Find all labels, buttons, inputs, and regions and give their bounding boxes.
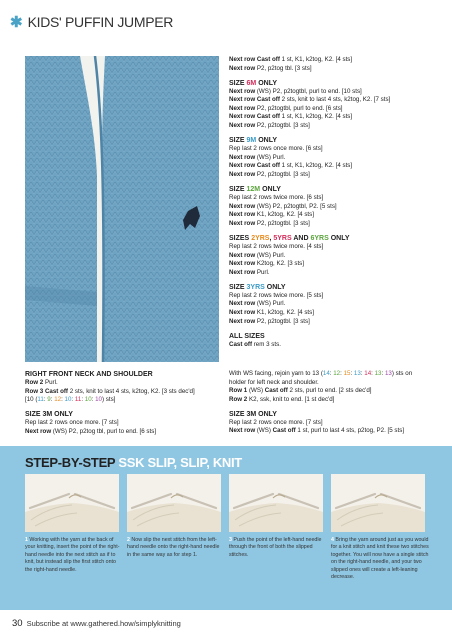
text-run: :	[329, 370, 334, 377]
text-run: Next row	[229, 153, 257, 161]
page-number: 30	[12, 618, 23, 629]
text-run: 6M	[246, 79, 257, 87]
subscribe-link[interactable]: Subscribe at www.gathered.how/simplyknitting	[26, 619, 181, 628]
text-run: Next row Cast off	[229, 56, 282, 63]
instruction-line	[229, 113, 443, 122]
text-run: Next row	[229, 251, 257, 259]
pattern-section	[25, 410, 221, 436]
text-run: P2, p2togtbl, purl to end. [6 sts]	[256, 104, 343, 112]
text-run: Row 3 Cast off	[25, 387, 70, 395]
step-by-step-title	[25, 455, 242, 470]
text-run: Next row	[229, 219, 257, 227]
section-heading	[25, 370, 221, 379]
pattern-section	[229, 234, 443, 277]
step-photo	[127, 474, 221, 532]
text-run: Next row	[229, 202, 257, 210]
instruction-line	[229, 203, 443, 212]
pattern-section	[229, 136, 443, 179]
pattern-section	[229, 410, 443, 436]
text-run: ONLY	[256, 137, 277, 145]
text-run: AND	[291, 234, 311, 242]
text-run: 9M	[246, 137, 257, 145]
section-heading	[229, 185, 443, 194]
section-heading	[229, 283, 443, 292]
text-run: 12	[333, 370, 341, 377]
text-run: :	[371, 370, 375, 377]
right-front-neck-section	[25, 370, 221, 442]
instruction-line	[229, 309, 443, 318]
text-run: SIZE	[229, 137, 247, 145]
text-run: 10	[84, 396, 92, 404]
text-run: ONLY	[260, 186, 281, 194]
text-run: Rep last 2 rows once more. [7 sts]	[229, 418, 323, 426]
text-run: K1, k2tog, K2. [4 sts]	[256, 308, 314, 316]
instruction-line	[25, 388, 221, 397]
text-run: Next row	[229, 64, 257, 72]
section-heading	[25, 410, 221, 419]
text-run: Next row	[229, 211, 257, 219]
text-run: :	[350, 370, 354, 377]
text-run: 2YRS	[251, 234, 270, 242]
instruction-line	[25, 379, 221, 388]
instruction-line	[229, 105, 443, 114]
text-run: Next row	[229, 300, 257, 308]
text-run: ONLY	[328, 234, 350, 242]
instruction-line	[25, 428, 221, 437]
text-run: ) sts]	[102, 396, 116, 404]
text-run: SIZE	[229, 186, 247, 194]
jumper-body	[102, 56, 219, 362]
text-run: Cast off	[272, 427, 298, 435]
instruction-line	[229, 269, 443, 278]
text-run: :	[360, 370, 365, 377]
section-heading	[229, 410, 443, 419]
page-footer	[12, 618, 181, 629]
left-front-neck-section	[229, 370, 443, 442]
text-run: Next row	[229, 104, 257, 112]
instruction-line	[229, 220, 443, 229]
text-run: Rep last 2 rows twice more. [5 sts]	[229, 291, 324, 299]
instruction-line	[229, 145, 443, 154]
pattern-section	[229, 283, 443, 326]
text-run: rem 3 sts.	[253, 340, 281, 348]
instruction-line	[25, 419, 221, 428]
text-run: :	[91, 396, 96, 404]
instruction-line	[25, 396, 221, 405]
instruction-line	[229, 194, 443, 203]
text-run: (WS) P2, p2togtbl, P2. [5 sts]	[256, 202, 337, 210]
text-run: :	[340, 370, 344, 377]
section-heading	[229, 234, 443, 243]
instruction-line	[229, 171, 443, 180]
step-description	[229, 537, 327, 559]
text-run: Next row	[229, 317, 257, 325]
pattern-section	[25, 370, 221, 405]
text-run: Rep last 2 rows once more. [7 sts]	[25, 419, 119, 427]
step-description	[331, 537, 429, 581]
text-run: Next row	[229, 122, 257, 130]
text-run: P2, p2tog tbl. [3 sts]	[256, 64, 312, 72]
instruction-line	[229, 318, 443, 327]
instruction-line	[229, 260, 443, 269]
text-run: :	[81, 396, 85, 404]
instruction-line	[229, 252, 443, 261]
pattern-section	[229, 332, 443, 350]
step-photo	[331, 474, 425, 532]
text-run: With WS facing, rejoin yarn to 13 (	[229, 370, 323, 377]
text-run: Cast off	[229, 340, 254, 348]
step-title-light: SSK SLIP, SLIP, KNIT	[115, 455, 242, 470]
text-run: 2 sts, knit to last 4 sts, k2tog, K2. [3 sts dec'd]	[69, 387, 195, 395]
text-run: P2, p2togtbl. [3 sts]	[256, 317, 310, 325]
text-run: :	[61, 396, 65, 404]
text-run: 13	[384, 370, 392, 377]
text-run: Next row	[229, 170, 257, 178]
text-run: 13	[353, 370, 361, 377]
text-run: :	[50, 396, 55, 404]
step-photo	[229, 474, 323, 532]
text-run: (WS)	[256, 427, 273, 435]
instruction-line	[229, 300, 443, 309]
text-run: 5YRS	[273, 234, 292, 242]
text-run: :	[71, 396, 75, 404]
instruction-line	[229, 379, 443, 388]
text-run: 14	[364, 370, 372, 377]
snowflake-icon: ✱	[10, 13, 23, 31]
text-run: 14	[322, 370, 330, 377]
step-title-dark: STEP-BY-STEP	[25, 455, 116, 470]
text-run: 15	[343, 370, 351, 377]
text-run: 2 sts, knit to last 4 sts, k2tog, K2. [7 sts]	[281, 96, 391, 104]
text-run: Next row	[229, 427, 257, 435]
section-heading	[229, 332, 443, 341]
text-run: 1 st, K1, k2tog, K2. [4 sts]	[281, 56, 353, 63]
text-run: :	[43, 396, 48, 404]
text-run: 6YRS	[310, 234, 329, 242]
text-run: SIZE 3M ONLY	[229, 410, 277, 418]
instruction-line	[229, 211, 443, 220]
step-text: Bring the yarn around just as you would for a knit stitch and knit these two stitches together. You will now have a single stitch on the right-hand needle, and your two slipped ones will create a left-leaning decrease.	[331, 537, 429, 581]
text-run: Purl.	[44, 379, 58, 386]
text-run: [10 (	[25, 396, 38, 404]
pattern-instructions-right	[229, 56, 443, 355]
text-run: K1, k2tog, K2. [4 sts]	[256, 211, 314, 219]
text-run: 9	[47, 396, 51, 404]
instruction-line	[229, 96, 443, 105]
text-run: 3YRS	[246, 283, 265, 291]
text-run: 11	[74, 396, 82, 404]
step-text: Working with the yarn at the back of your knitting, insert the point of the right-hand needle into the next stitch as if to knit, but instead slip the first stitch onto the right-hand needle.	[25, 537, 120, 573]
instruction-line	[229, 154, 443, 163]
text-run: RIGHT FRONT NECK AND SHOULDER	[25, 371, 153, 378]
text-run: 2 sts, purl to end. [2 sts dec'd]	[289, 387, 372, 395]
text-run: Rep last 2 rows once more. [6 sts]	[229, 145, 323, 153]
text-run: ,	[269, 234, 274, 242]
step-description	[25, 537, 123, 574]
text-run: (WS) P2, p2tog tbl, purl to end. [6 sts]	[52, 427, 157, 435]
instruction-line	[229, 56, 443, 65]
instruction-line	[229, 370, 443, 379]
instruction-line	[229, 243, 443, 252]
pattern-section	[229, 185, 443, 228]
instruction-line	[229, 292, 443, 301]
instruction-line	[229, 396, 443, 405]
intro-rows	[229, 56, 443, 73]
pattern-section	[229, 79, 443, 131]
step-number: 2	[127, 537, 132, 543]
step-text: Push the point of the left-hand needle through the front of both the slipped stitches.	[229, 537, 322, 558]
text-run: SIZES	[229, 234, 252, 242]
text-run: :	[381, 370, 385, 377]
text-run: SIZE	[229, 79, 247, 87]
text-run: (WS) Purl.	[256, 153, 286, 161]
text-run: SIZE 3M ONLY	[25, 411, 73, 419]
instruction-line	[229, 419, 443, 428]
text-run: Next row Cast off	[229, 162, 282, 170]
sleeve	[25, 56, 97, 362]
step-text: Now slip the next stitch from the left-hand needle onto the right-hand needle in the same way as for step 1.	[127, 537, 220, 558]
text-run: Cast off	[264, 387, 290, 395]
step-number: 4	[331, 537, 336, 543]
text-run: Next row	[229, 268, 257, 276]
text-run: Row 1	[229, 387, 249, 395]
step-photo	[25, 474, 119, 532]
text-run: 10	[95, 396, 102, 404]
text-run: (WS) Purl.	[256, 251, 286, 259]
instruction-line	[229, 427, 443, 436]
text-run: 1 st, K1, k2tog, K2. [4 sts]	[281, 162, 353, 170]
text-run: ONLY	[256, 79, 277, 87]
text-run: Next row	[25, 427, 53, 435]
instruction-line	[229, 122, 443, 131]
text-run: Next row	[229, 260, 257, 268]
page-header	[10, 12, 173, 32]
instruction-line	[229, 88, 443, 97]
text-run: Row 2	[229, 395, 249, 403]
step-number: 3	[229, 537, 234, 543]
section-heading	[229, 79, 443, 88]
text-run: Next row	[229, 87, 257, 95]
section-heading	[229, 136, 443, 145]
text-run: K2, ssk, knit to end. [1 st dec'd]	[248, 395, 335, 403]
instruction-line	[229, 65, 443, 74]
text-run: Rep last 2 rows twice more. [4 sts]	[229, 242, 324, 250]
instruction-line	[229, 162, 443, 171]
text-run: (WS) P2, p2togtbl, purl to end. [10 sts]	[256, 87, 362, 95]
text-run: P2, p2togtbl. [3 sts]	[256, 170, 310, 178]
text-run: SIZE	[229, 283, 247, 291]
text-run: 12M	[246, 186, 261, 194]
pattern-section	[229, 370, 443, 404]
jumper-photo	[25, 56, 219, 362]
page-title: KIDS' PUFFIN JUMPER	[27, 14, 174, 30]
text-run: Purl.	[256, 268, 270, 276]
text-run: ONLY	[264, 283, 286, 291]
jumper-illustration	[25, 56, 219, 362]
text-run: P2, p2togtbl. [3 sts]	[256, 122, 310, 130]
text-run: 11	[37, 396, 44, 404]
text-run: holder for left neck and shoulder.	[229, 378, 319, 386]
text-run: Next row Cast off	[229, 96, 282, 104]
text-run: Next row Cast off	[229, 113, 282, 121]
text-run: Next row	[229, 308, 257, 316]
text-run: Row 2	[25, 379, 45, 386]
text-run: 1 st, K1, k2tog, K2. [4 sts]	[281, 113, 353, 121]
text-run: 12	[54, 396, 62, 404]
text-run: 1 st, purl to last 4 sts, p2tog, P2. [5 sts]	[297, 427, 405, 435]
text-run: Rep last 2 rows twice more. [6 sts]	[229, 194, 324, 202]
text-run: ALL SIZES	[229, 332, 265, 340]
text-run: ) sts on	[391, 370, 413, 377]
instruction-line	[229, 341, 443, 350]
text-run: (WS) Purl.	[256, 300, 286, 308]
text-run: K2tog, K2. [3 sts]	[256, 260, 304, 268]
text-run: 10	[64, 396, 72, 404]
step-description	[127, 537, 225, 559]
instruction-line	[229, 387, 443, 396]
text-run: 13	[374, 370, 382, 377]
text-run: P2, p2togtbl. [3 sts]	[256, 219, 310, 227]
text-run: (WS)	[248, 387, 265, 395]
step-number: 1	[25, 537, 30, 543]
